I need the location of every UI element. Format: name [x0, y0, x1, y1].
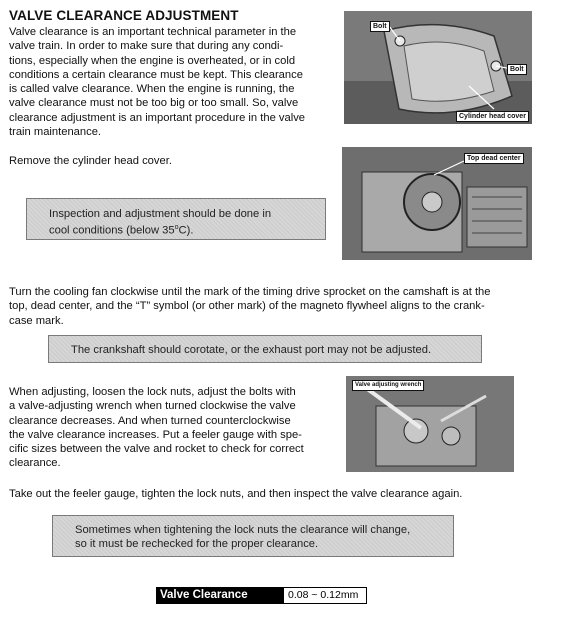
adjusting-paragraph [9, 385, 339, 471]
tdc-label: Top dead center [464, 153, 524, 164]
valve-adjusting-photo [346, 376, 514, 472]
adjusting-line: the valve clearance increases. Put a feeler gauge with spe- [9, 428, 302, 441]
turn-fan-paragraph [9, 285, 491, 328]
top-dead-center-photo [342, 147, 532, 260]
inspection-note-line [49, 221, 325, 238]
page-title: VALVE CLEARANCE ADJUSTMENT [9, 8, 239, 23]
bolt-label-top: Bolt [370, 21, 390, 32]
intro-paragraph [9, 25, 339, 139]
bolt-label-right: Bolt [507, 64, 527, 75]
cover-label: Cylinder head cover [456, 111, 529, 122]
intro-line: clearance adjustment is an important procedure in the valve [9, 111, 306, 124]
intro-line: tions, especially when the engine is overheated, or in cold [9, 54, 296, 67]
adjusting-line: When adjusting, loosen the lock nuts, adjust the bolts with [9, 386, 296, 398]
intro-line: conditions a certain clearance must be kept. This clearance [9, 68, 303, 81]
turn-fan-line: case mark. [9, 314, 64, 327]
recheck-note-line: so it must be rechecked for the proper clearance. [75, 538, 319, 550]
inspection-note-line: Inspection and adjustment should be done in [49, 208, 272, 220]
adjusting-line: a valve-adjusting wrench when turned clockwise the valve [9, 400, 296, 413]
spec-label: Valve Clearance [156, 587, 283, 604]
recheck-note-line: Sometimes when tightening the lock nuts the clearance will change, [75, 524, 411, 536]
intro-line: valve clearance must not be too big or too small. So, valve [9, 97, 299, 110]
valve-clearance-spec [156, 587, 367, 604]
turn-fan-line: Turn the cooling fan clockwise until the mark of the timing drive sprocket on the camshaft is at the [9, 286, 491, 298]
intro-line: is called valve clearance. When the engine is running, the [9, 83, 295, 96]
turn-fan-line: top, dead center, and the “T” symbol (or other mark) of the magneto flywheel aligns to the crank- [9, 300, 485, 313]
recheck-note [52, 515, 454, 557]
wrench-label: Valve adjusting wrench [352, 380, 424, 391]
spec-value: 0.08 ~ 0.12mm [283, 587, 367, 604]
adjusting-line: clearance. [9, 457, 61, 470]
remove-cover-text: Remove the cylinder head cover. [9, 155, 172, 167]
note-text: C). [178, 224, 194, 237]
adjusting-line: cific sizes between the valve and rocket to check for correct [9, 443, 304, 456]
crankshaft-note [48, 335, 482, 363]
inspection-note [26, 198, 326, 240]
take-out-text: Take out the feeler gauge, tighten the lock nuts, and then inspect the valve clearance again. [9, 488, 463, 500]
intro-line: Valve clearance is an important technical parameter in the [9, 26, 297, 38]
cylinder-head-cover-photo [344, 11, 532, 124]
degree-superscript: o [174, 224, 179, 231]
intro-line: train maintenance. [9, 126, 102, 139]
note-text: cool conditions (below 35 [49, 224, 175, 237]
crankshaft-note-text: The crankshaft should corotate, or the exhaust port may not be adjusted. [71, 344, 432, 356]
intro-line: valve train. In order to make sure that during any condi- [9, 40, 284, 53]
adjusting-line: clearance decreases. And when turned counterclockwise [9, 414, 291, 427]
